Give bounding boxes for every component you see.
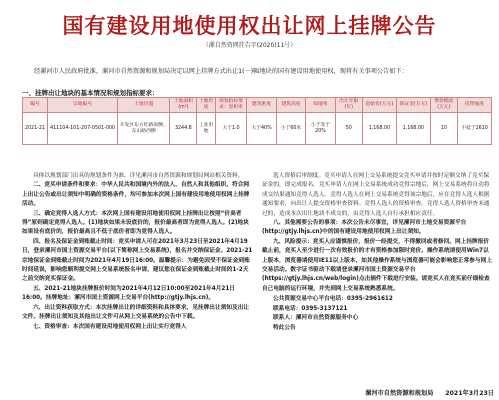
table-header: 出让年限(年) <box>335 98 362 113</box>
table-header: 土地用途 <box>197 98 215 113</box>
table-row <box>23 113 492 145</box>
table-header: 保证金(万元) <box>396 98 430 113</box>
contact-block <box>262 295 494 333</box>
table-cell: 开发区东方红路南侧、东山路西侧 <box>118 113 170 145</box>
paragraph-risk-warning: 九、风险提示：竞买人应谨慎报价，报价一经提交，不得撤回或者修回。网上挂牌报价截止前，竞买人至少进行一次有效报价的才有资格参加限时竞价。操作系统请使用Win7以上版本，浏览器请使用IE11以上版本，如其他操作系统与浏览器可能会影响您正常参与网上交易活动。数字证书驱动下载请登录漯河市国土资源交易平台(https://gtjy.lhjs.cn/web/login)点击插件下载进行安装。请竞买人在竞买前仔细检查自己电脑的运行环境，并先到网上交易系统熟悉系统。 <box>262 238 493 292</box>
table-header: 编号 <box>23 98 48 113</box>
intro-paragraph: 经漯河市人民政府批准，漯河市自然资源和规划局决定以网上挂牌方式出让1(一)幅地块的国有建设用地使用权，现将有关事项公告如下： <box>34 68 408 75</box>
table-header: 宗地编号 <box>47 98 117 113</box>
paragraph-application-conditions: 二、竞买申请条件和要求：中华人民共和国境内外的法人、自然人和其他组织，符合网上出让公告或出让须知中明确的资格条件，均可参加本次网上国有建设用地使用权网上挂牌活动。 <box>22 182 250 208</box>
issue-date: 2021年3月23日 <box>445 390 494 397</box>
table-header-row <box>23 98 492 113</box>
table-cell: 10 <box>430 113 457 145</box>
table-cell: 工业用地 <box>197 113 215 145</box>
issuer-signature <box>262 388 494 397</box>
table-cell: 小于60米 <box>276 113 305 145</box>
table-cell: 3244.8 <box>170 113 197 145</box>
table-cell: 不低于2610 <box>458 113 492 145</box>
table-header: 建筑高度 <box>276 98 305 113</box>
document-number: （漯自然资网挂告字(2020)11号） <box>202 42 297 49</box>
issuer-name: 漯河市自然资源和规划局 <box>365 390 434 397</box>
page-title: 国有建设用地使用权出让网上挂牌公告 <box>62 14 437 38</box>
left-column <box>22 172 254 332</box>
table-cell: 2021-21 <box>23 113 48 145</box>
table-header: 建筑密度 <box>247 98 276 113</box>
contact-phone: 联系电话：0395-3137121 <box>273 305 348 312</box>
table-cell: 小于等于20% <box>306 113 335 145</box>
table-cell: 411104-101-207-0501-000 <box>47 113 117 145</box>
table-header: 土地面积(m²) <box>170 98 197 113</box>
paragraph-qualification-cont: 选人资格后审制度。竞买申请人在网上交易系统提交竞买申请并按时足额交纳了竞买保证金的，即完成报名。竞买申请人在网上交易系统成功竞得宗地后，网上交易系统将自动将成交结果通知竞得人选人。竞得人选人在网上交易系统竞得该宗地后，应在竞得人选人根据通知要求，向出让人提交资格审查资料。竞得人选人的资格审查。竞得人选人资格审查未通过的，造成本次出让地块不成交的，由竞得人选人自行承担相应责任。 <box>262 173 490 217</box>
contact-person: 联系人：漯河市自然资源服务中心 <box>273 315 359 322</box>
table-cell: 大于40% <box>247 113 276 145</box>
table-cell: 50 <box>335 113 362 145</box>
section-1-title: 一、挂牌出让地块的基本情况和规划指标要求： <box>22 89 159 97</box>
paragraph-bid-time: 五、2021-21地块挂牌报价时间为2021年4月12日10:00至2021年4月21日16:00。挂牌地址：漯河市国土资源网上交易平台(http://gtjy.lhjs.cn)。 <box>22 285 235 302</box>
table-header: 规划指标要求：容积率 <box>215 98 247 113</box>
paragraph-deposit-deadline: 四、报名及保证金到账截止时间：竞买申请人可在2021年3月23日至2021年4月19日，登录漯河市国土资源交易平台(以下简称网上交易系统)，报名并交纳保证金。2021-21宗地保证金到账截止时间为2021年4月19日16:00。温馨提示：为避免因受不保证金到账时间延误，影响您顺利提交网上交易系统报名申请，建议您在保证金到账截止时间的1-2天之前交纳竞买保证金。 <box>22 238 253 283</box>
parcel-table <box>22 97 492 145</box>
table-cell: 大于1.0 <box>215 113 247 145</box>
table-header: 起始价(万元) <box>362 98 396 113</box>
table-header: 土地位置 <box>118 98 170 113</box>
paragraph-selection-method: 三、确定竞得人选人方式：本次网上国有建设用地使用权网上挂牌出让按照“价高者得”原则确定竞得人选人。(1)地块如果未设底价的，报价最高者即为竞得人选人。(2)地块如果设有底价的，报价最高且不低于底价者即为竞得人选人。 <box>22 210 249 236</box>
table-header: 绿地率 <box>306 98 335 113</box>
paragraph-other-matters: 八、其他需要公告的事项：本次公告未尽事宜，详见漯河市土地交易资源平台(http://gtjy.lhjs.cn)中的国有建设用地使用权网上出让须知。 <box>262 220 467 236</box>
paragraph-note: 具体以规划部门出具的规划条件为准，详见漯河市自然资源和规划局网站相关资料。 <box>33 173 244 179</box>
table-header: 增价幅度(万元) <box>430 98 457 113</box>
contact-platform-phone: 公共资源交易中心平台电话：0395-2961612 <box>273 296 393 303</box>
right-column <box>262 172 494 333</box>
table-cell: 1,168.00 <box>362 113 396 145</box>
paragraph-materials: 六、出让资料获取方式：本次挂牌出让的详细资料和具体要求，见挂牌出让须知及出让文件。挂牌出让须知及其他出让文件可从网上交易系统的公告中下载。 <box>22 304 250 321</box>
paragraph-qualification: 七、资格审查：本次国有建设用地使用权网上出让实行竞得人 <box>33 323 187 330</box>
table-header: 投资强度 <box>458 98 492 113</box>
closing-note: 特此公告 <box>273 324 296 331</box>
table-cell: 1,168.00 <box>396 113 430 145</box>
